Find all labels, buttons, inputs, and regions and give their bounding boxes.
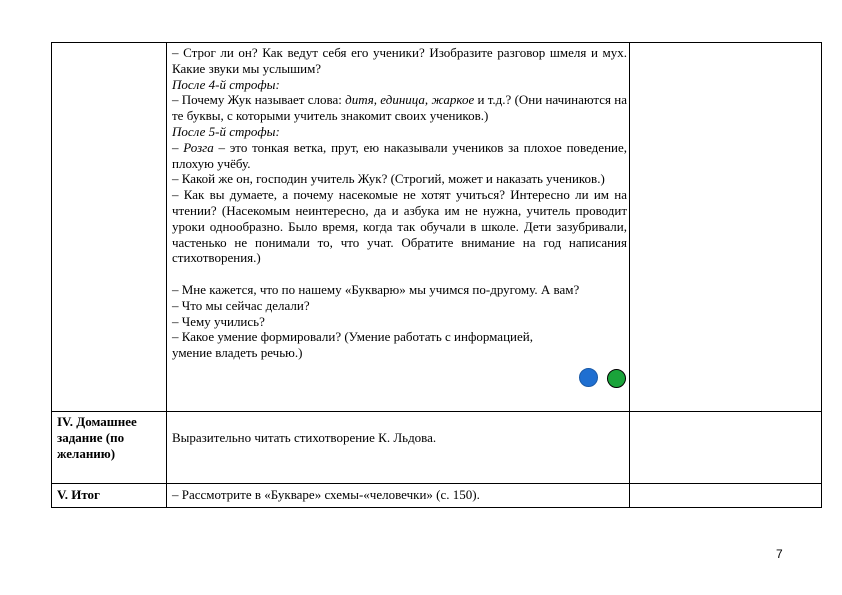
italic-words: дитя, единица, жаркое — [345, 92, 475, 108]
table-row-divider-2 — [52, 483, 821, 484]
stanza-heading-5: После 5-й строфы: — [172, 123, 280, 139]
text-fragment: – — [172, 139, 184, 155]
blank-line — [172, 266, 627, 282]
lesson-content-cell — [172, 45, 627, 361]
page-number: 7 — [776, 547, 783, 561]
table-row-divider-1 — [52, 411, 821, 412]
italic-word-rozga: Розга — [183, 139, 214, 155]
paragraph-question-strict: – Строг ли он? Как ведут себя его ученики? Изобразите разговор шмеля и мух. Какие звуки мы услышим? — [172, 45, 627, 76]
stanza-heading-4: После 4-й строфы: — [172, 76, 280, 92]
text-fragment: – Почему Жук называет слова: — [172, 92, 342, 108]
text-fragment: и т.д.? (Они начинаются на те буквы, с которыми учитель знакомит своих учеников.) — [172, 92, 628, 124]
paragraph-rozga — [172, 140, 627, 172]
stage-homework: IV. Домашнее задание (по желанию) — [57, 414, 137, 461]
summary-content: – Рассмотрите в «Букваре» схемы-«человечки» (с. 150). — [172, 487, 480, 502]
text-fragment: – это тонкая ветка, прут, ею наказывали учеников за плохое поведение, плохую учёбу. — [172, 139, 628, 171]
paragraph-teacher-zhuk: – Какой же он, господин учитель Жук? (Строгий, может и наказать учеников.) — [172, 171, 605, 187]
paragraph-what-learned: – Чему учились? — [172, 313, 265, 329]
homework-content: Выразительно читать стихотворение К. Льдова. — [172, 430, 437, 445]
stage-summary: V. Итог — [57, 487, 100, 502]
paragraph-bukvar: – Мне кажется, что по нашему «Букварю» мы учимся по-другому. А вам? — [172, 281, 580, 297]
lesson-table — [51, 42, 822, 508]
paragraph-what-did: – Что мы сейчас делали? — [172, 297, 310, 313]
table-column-divider-1 — [166, 43, 167, 507]
blue-dot-icon — [579, 368, 598, 387]
paragraph-skill-end: умение владеть речью.) — [172, 345, 303, 361]
table-column-divider-2 — [629, 43, 630, 507]
paragraph-why-words — [172, 92, 627, 124]
paragraph-insects: – Как вы думаете, а почему насекомые не хотят учиться? Интересно ли им на чтении? (Насекомым неинтересно, да и азбука им не нужна, учитель проводит уроки однообразно. Было время, когда так обучали в школе. Дети зазубривали, частенько не понимали то, что учат. Обратите внимание на год написания стихотворения.) — [172, 187, 627, 266]
green-dot-icon — [607, 369, 626, 388]
paragraph-skill: – Какое умение формировали? (Умение работать с информацией, — [172, 329, 533, 345]
